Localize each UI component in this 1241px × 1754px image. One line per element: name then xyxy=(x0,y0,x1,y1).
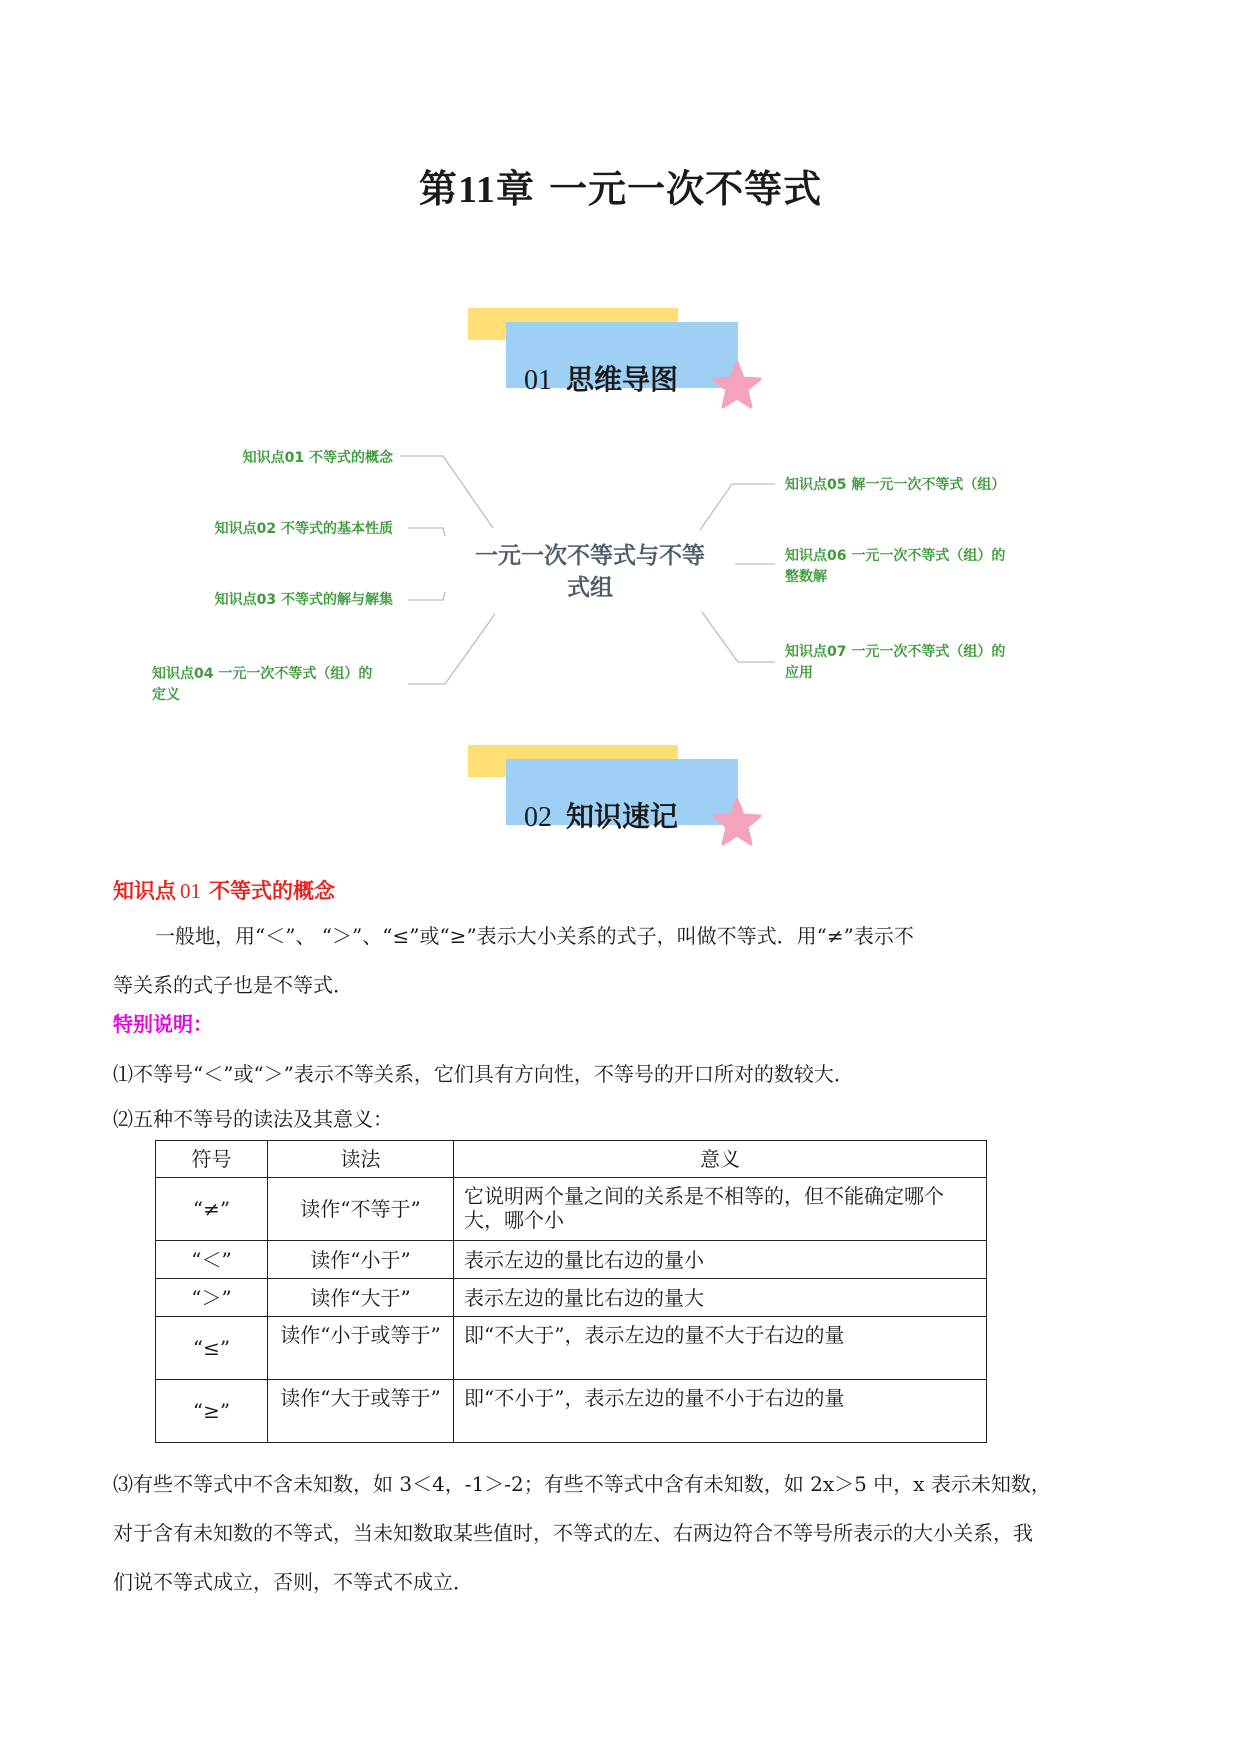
table-row xyxy=(156,1241,987,1279)
table-cell: “≠” xyxy=(156,1178,268,1241)
mind-map xyxy=(0,0,1241,720)
section-title: 02 知识速记 xyxy=(524,800,679,833)
table-header-row xyxy=(156,1141,987,1178)
table-cell: 读作“小于” xyxy=(268,1241,454,1279)
special-note-heading: 特别说明： xyxy=(113,1012,213,1036)
section-title: 01 思维导图 xyxy=(524,363,679,396)
table-cell: 它说明两个量之间的关系是不相等的，但不能确定哪个大，哪个小 xyxy=(454,1178,987,1241)
mindmap-node-kp01: 知识点01 不等式的概念 xyxy=(242,450,393,466)
definition-paragraph: 一般地，用“＜”、 “＞”、“≤”或“≥”表示大小关系的式子，叫做不等式．用“≠”表示不 等关系的式子也是不等式． xyxy=(113,924,914,997)
section-banner-notes xyxy=(468,745,768,855)
table-cell: 读作“小于或等于” xyxy=(268,1317,454,1380)
knowledge-point-heading: 知识点 01 不等式的概念 xyxy=(113,879,335,903)
star-icon xyxy=(711,797,763,847)
table-header: 读法 xyxy=(268,1141,454,1178)
note-3: ⑶有些不等式中不含未知数，如 3＜4，-1＞-2；有些不等式中含有未知数，如 2x＞5 中，x 表示未知数， 对于含有未知数的不等式，当未知数取某些值时，不等式的左、右两边符合不等号所表示的大小关系，我 们说不等式成立，否则，不等式不成立． xyxy=(113,1472,1051,1594)
table-cell: 表示左边的量比右边的量小 xyxy=(454,1241,987,1279)
inequality-signs-table xyxy=(155,1140,987,1443)
table-row xyxy=(156,1380,987,1443)
table-cell: 读作“大于或等于” xyxy=(268,1380,454,1443)
table-cell: “＜” xyxy=(156,1241,268,1279)
table-cell: “≥” xyxy=(156,1380,268,1443)
table-cell: 表示左边的量比右边的量大 xyxy=(454,1279,987,1317)
mind-map-connectors xyxy=(0,0,1241,720)
mindmap-node-kp02: 知识点02 不等式的基本性质 xyxy=(214,521,393,537)
mindmap-node-kp03: 知识点03 不等式的解与解集 xyxy=(214,592,393,608)
mindmap-center-node: 一元一次不等式与不等 式组 xyxy=(475,543,705,601)
table-cell: “＞” xyxy=(156,1279,268,1317)
chapter-title: 第11章 一元一次不等式 xyxy=(418,166,823,211)
mindmap-node-kp06: 知识点06 一元一次不等式（组）的 整数解 xyxy=(785,548,1006,585)
table-row xyxy=(156,1317,987,1380)
table-cell: 即“不大于”，表示左边的量不大于右边的量 xyxy=(454,1317,987,1380)
table-cell: 即“不小于”，表示左边的量不小于右边的量 xyxy=(454,1380,987,1443)
mindmap-node-kp07: 知识点07 一元一次不等式（组）的 应用 xyxy=(785,644,1006,681)
mindmap-node-kp05: 知识点05 解一元一次不等式（组） xyxy=(785,477,1006,493)
table-cell: 读作“大于” xyxy=(268,1279,454,1317)
note-2: ⑵五种不等号的读法及其意义： xyxy=(113,1107,393,1131)
mindmap-node-kp04: 知识点04 一元一次不等式（组）的 定义 xyxy=(152,666,373,703)
table-row xyxy=(156,1178,987,1241)
table-row xyxy=(156,1279,987,1317)
table-header: 意义 xyxy=(454,1141,987,1178)
note-1: ⑴不等号“＜”或“＞”表示不等关系，它们具有方向性，不等号的开口所对的数较大． xyxy=(113,1062,854,1086)
table-header: 符号 xyxy=(156,1141,268,1178)
table-cell: “≤” xyxy=(156,1317,268,1380)
table-cell: 读作“不等于” xyxy=(268,1178,454,1241)
